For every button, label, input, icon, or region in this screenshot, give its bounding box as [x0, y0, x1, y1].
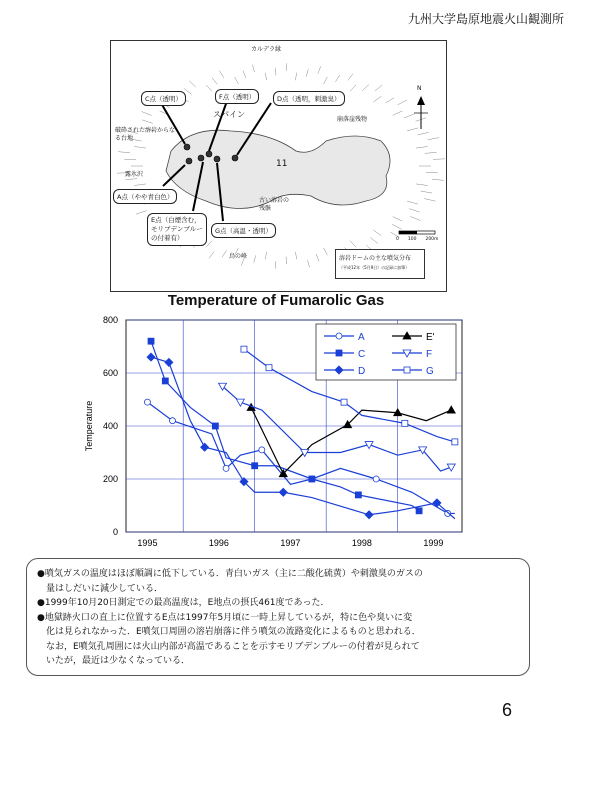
point-g-box: G点（高温・透明）	[211, 223, 276, 238]
data-point	[416, 508, 422, 514]
map-legend-sub: （平成12年（5月9日）の記録に加筆）	[339, 265, 410, 270]
note-line: ●1999年10月20日測定での最高温度は，E地点の摂氏461度であった．	[37, 598, 330, 608]
old-lava-label: 古い溶岩の残骸	[259, 197, 290, 212]
note-line: いたが，最近は少なくなっている．	[37, 656, 191, 666]
point-c-box: C点（透明）	[141, 91, 186, 106]
rogan-sawa-label: 露氷沢	[125, 171, 144, 178]
data-point	[241, 346, 247, 352]
collapse-cliff-label: 崩落崖残物	[337, 116, 368, 123]
data-point	[266, 365, 272, 371]
scale-label: 0 100 200m	[396, 237, 439, 242]
chart-svg	[76, 292, 476, 552]
caldera-rim-label: カルデラ縁	[251, 46, 282, 53]
data-point	[373, 476, 379, 482]
legend-label: D	[358, 366, 366, 377]
data-point	[169, 418, 175, 424]
data-point	[212, 423, 218, 429]
legend-label: G	[426, 366, 434, 377]
legend-label: E'	[426, 332, 435, 343]
legend-label: F	[426, 349, 433, 360]
institution-header: 九州大学島原地震火山観測所	[407, 12, 564, 26]
north-label: N	[417, 85, 422, 92]
y-tick-label: 400	[102, 421, 118, 431]
point-d-box: D点（透明，刺激臭）	[273, 91, 345, 106]
point-a-box: A点（やや青白色）	[113, 189, 177, 204]
data-point	[162, 378, 168, 384]
point-e-box: E点（白煙含む，モリブデンブルーの付着有）	[147, 213, 207, 246]
map-legend-title: 溶岩ドームの主な噴気分布	[339, 255, 412, 262]
y-tick-label: 800	[102, 315, 118, 325]
lobe-label: 11	[276, 159, 288, 169]
data-point	[452, 439, 458, 445]
note-line: 化は見られなかった．E噴気口周囲の溶岩崩落に伴う噴気の流路変化によるものと思われる．	[37, 627, 421, 637]
data-point	[445, 510, 451, 516]
legend-marker	[404, 367, 410, 373]
data-point	[259, 447, 265, 453]
broken-dome-label: 破砕された溶岩からなる台地	[115, 127, 176, 142]
legend-marker	[336, 333, 342, 339]
spine-label: スパイン	[213, 110, 245, 119]
x-tick-label: 1997	[280, 538, 301, 548]
x-tick-label: 1995	[137, 538, 158, 548]
x-tick-label: 1999	[423, 538, 444, 548]
point-f-box: F点（透明）	[215, 89, 259, 104]
note-line: ●噴気ガスの温度はほぼ順調に低下している．青白いガス（主に二酸化硫黄）や刺激臭のガスの	[37, 569, 423, 579]
data-point	[402, 420, 408, 426]
map-legend-box	[335, 249, 425, 279]
y-tick-label: 600	[102, 368, 118, 378]
note-line: なお，E噴気孔周囲には火山内部が高温であることを示すモリブデンブルーの付着が見られて	[37, 641, 420, 652]
taka-iwa-label: 鳥の峰	[229, 253, 248, 260]
data-point	[148, 338, 154, 344]
data-point	[309, 476, 315, 482]
data-point	[341, 399, 347, 405]
y-tick-label: 0	[112, 527, 118, 537]
data-point	[223, 465, 229, 471]
notes-box	[26, 558, 530, 676]
data-point	[252, 463, 258, 469]
page-number: 6	[501, 700, 512, 720]
fumarolic-temperature-chart	[76, 292, 476, 552]
data-point	[355, 492, 361, 498]
chart-title: Temperature of Fumarolic Gas	[167, 292, 385, 309]
lava-dome-map	[110, 40, 447, 292]
legend-label: A	[358, 332, 365, 343]
y-tick-label: 200	[102, 474, 118, 484]
note-line: 量はしだいに減少している．	[37, 583, 164, 594]
data-point	[144, 399, 150, 405]
legend-label: C	[358, 349, 366, 360]
note-line: ●地獄跡火口の直上に位置するE点は1997年5月頃に一時上昇しているが，特に色や臭いに変	[37, 612, 413, 623]
x-tick-label: 1996	[208, 538, 229, 548]
y-axis-label: Temperature	[84, 400, 94, 452]
x-tick-label: 1998	[351, 538, 372, 548]
legend-marker	[336, 350, 342, 356]
